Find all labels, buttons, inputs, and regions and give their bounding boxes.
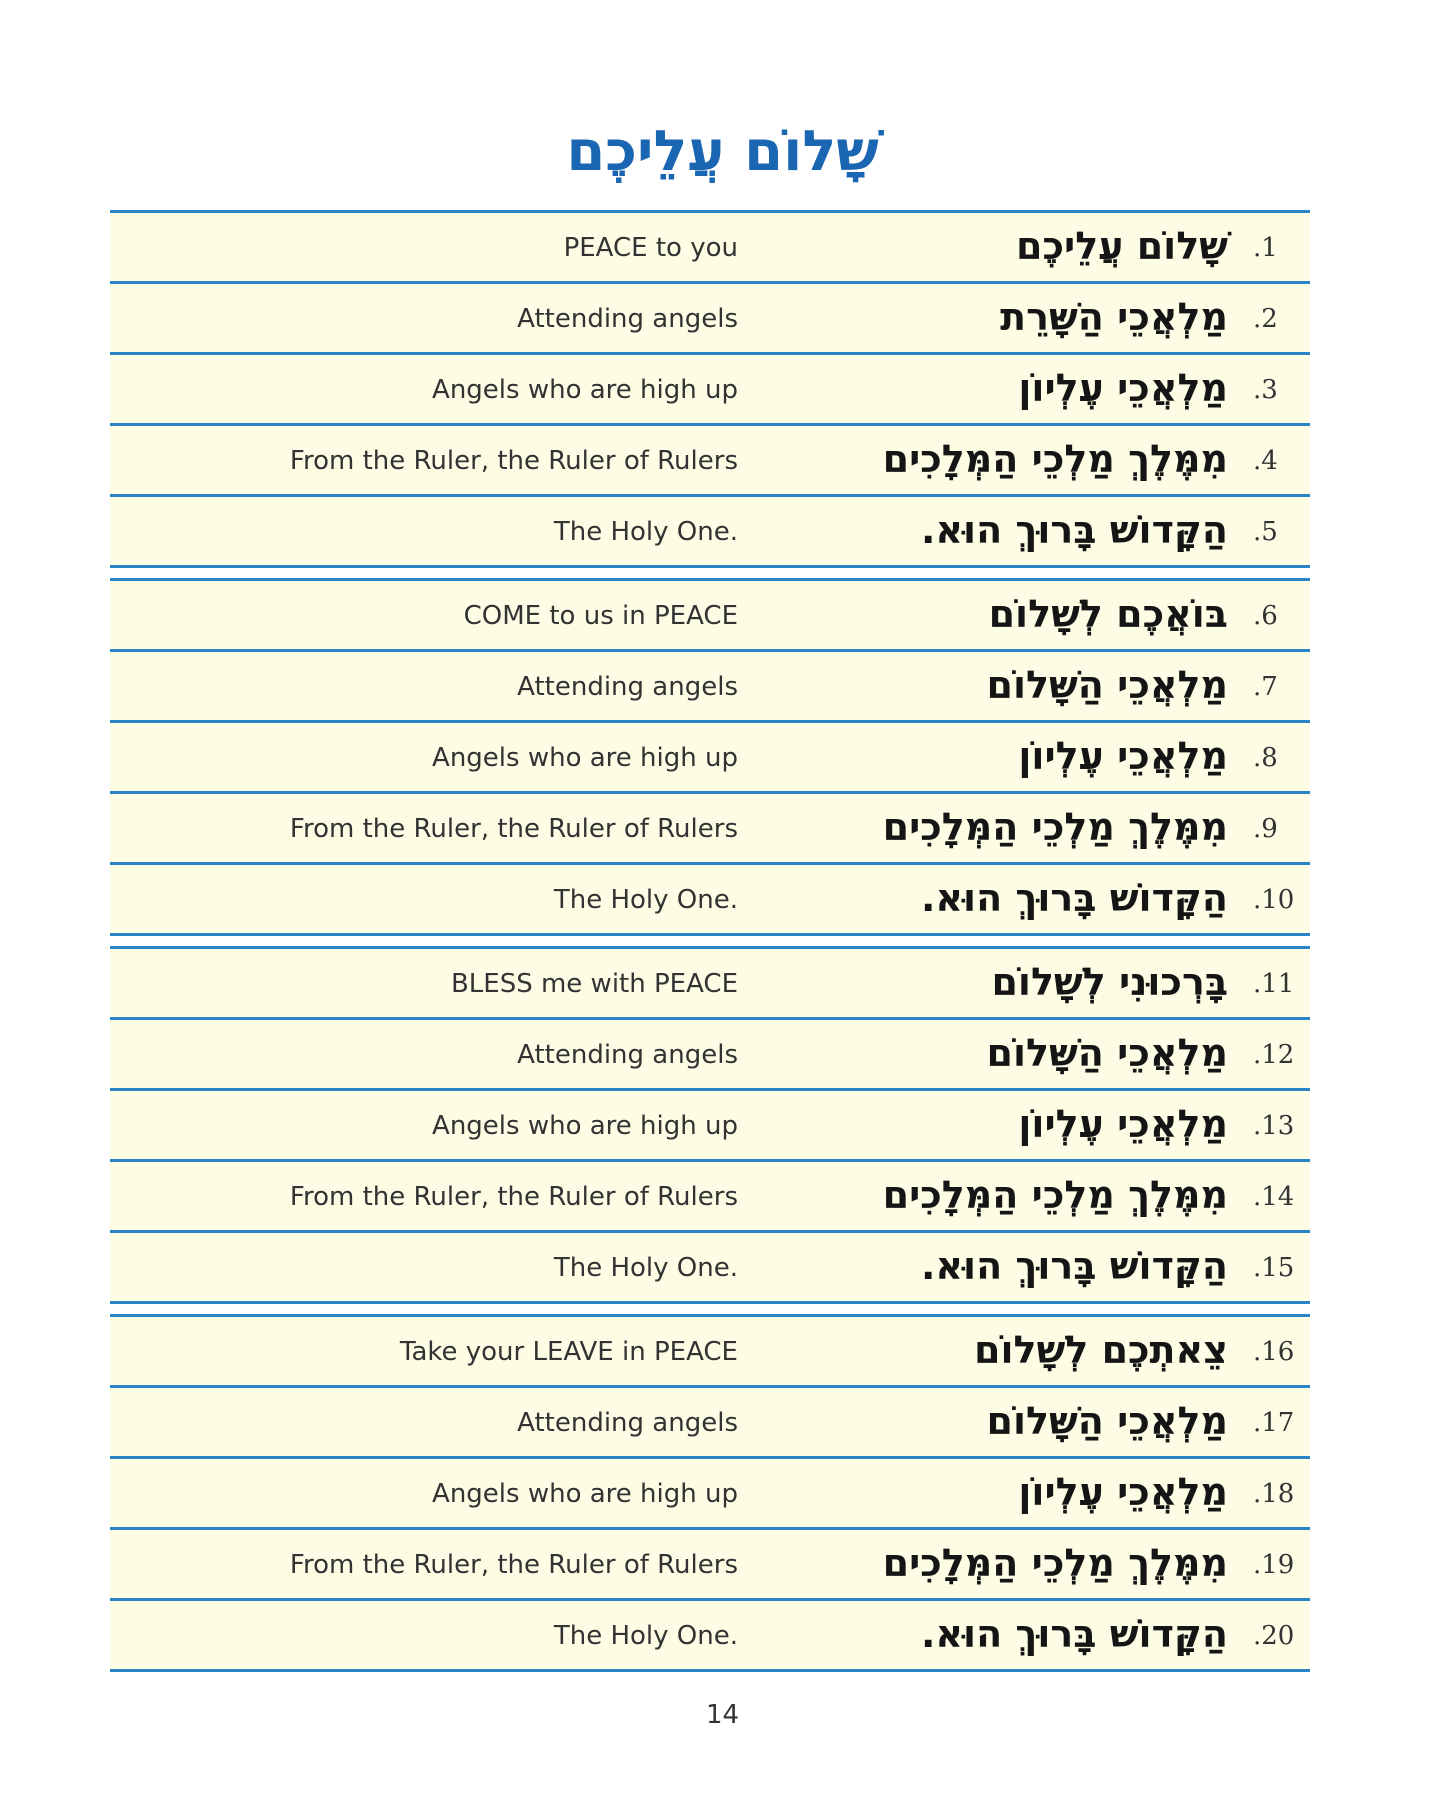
lyric-row xyxy=(110,865,1310,936)
english-translation: BLESS me with PEACE xyxy=(450,969,738,999)
line-number: .3 xyxy=(1253,375,1278,405)
lyric-row xyxy=(110,497,1310,568)
english-translation: Attending angels xyxy=(517,304,738,334)
hebrew-line: מִמֶּלֶךְ מַלְכֵי הַמְּלָכִים xyxy=(882,1173,1228,1217)
line-number: .1 xyxy=(1253,233,1278,263)
lyric-row xyxy=(110,794,1310,865)
hebrew-line: מַלְאֲכֵי עֶלְיוֹן xyxy=(1018,1470,1228,1514)
english-translation: Angels who are high up xyxy=(432,743,738,773)
english-translation: The Holy One. xyxy=(553,885,738,915)
hebrew-line: מַלְאֲכֵי הַשָּׁלוֹם xyxy=(986,1031,1228,1075)
english-translation: Angels who are high up xyxy=(432,1111,738,1141)
line-number: .4 xyxy=(1253,446,1278,476)
hebrew-line: צֵאתְכֶם לְשָׁלוֹם xyxy=(974,1328,1228,1372)
lyrics-table xyxy=(110,210,1310,1672)
english-translation: Attending angels xyxy=(517,1408,738,1438)
lyric-row xyxy=(110,1162,1310,1233)
hebrew-line: הַקָּדוֹשׁ בָּרוּךְ הוּא. xyxy=(920,1244,1228,1288)
lyric-row xyxy=(110,1601,1310,1672)
lyric-row xyxy=(110,355,1310,426)
english-translation: From the Ruler, the Ruler of Rulers xyxy=(289,1550,738,1580)
line-number: .15 xyxy=(1253,1253,1295,1283)
hebrew-line: מַלְאֲכֵי עֶלְיוֹן xyxy=(1018,734,1228,778)
lyric-row xyxy=(110,1020,1310,1091)
hebrew-line: מִמֶּלֶךְ מַלְכֵי הַמְּלָכִים xyxy=(882,437,1228,481)
line-number: .14 xyxy=(1253,1182,1295,1212)
line-number: .6 xyxy=(1253,601,1278,631)
lyric-row xyxy=(110,1314,1310,1388)
hebrew-line: מַלְאֲכֵי עֶלְיוֹן xyxy=(1018,1102,1228,1146)
english-translation: Attending angels xyxy=(517,1040,738,1070)
line-number: .20 xyxy=(1253,1621,1295,1651)
line-number: .17 xyxy=(1253,1408,1295,1438)
hebrew-line: מִמֶּלֶךְ מַלְכֵי הַמְּלָכִים xyxy=(882,1541,1228,1585)
hebrew-line: מִמֶּלֶךְ מַלְכֵי הַמְּלָכִים xyxy=(882,805,1228,849)
lyric-row xyxy=(110,578,1310,652)
hebrew-line: שָׁלוֹם עֲלֵיכֶם xyxy=(1016,224,1228,268)
line-number: .12 xyxy=(1253,1040,1295,1070)
line-number: .18 xyxy=(1253,1479,1295,1509)
lyric-row xyxy=(110,284,1310,355)
lyric-row xyxy=(110,1091,1310,1162)
line-number: .8 xyxy=(1253,743,1278,773)
line-number: .5 xyxy=(1253,517,1278,547)
line-number: .11 xyxy=(1253,969,1295,999)
lyric-row xyxy=(110,723,1310,794)
hebrew-line: מַלְאֲכֵי הַשָּׁלוֹם xyxy=(986,1399,1228,1443)
hebrew-line: מַלְאֲכֵי הַשָּׁרֵת xyxy=(1000,295,1228,339)
hebrew-line: הַקָּדוֹשׁ בָּרוּךְ הוּא. xyxy=(920,876,1228,920)
lyric-row xyxy=(110,652,1310,723)
hebrew-line: הַקָּדוֹשׁ בָּרוּךְ הוּא. xyxy=(920,508,1228,552)
english-translation: The Holy One. xyxy=(553,517,738,547)
line-number: .9 xyxy=(1253,814,1278,844)
english-translation: PEACE to you xyxy=(563,233,738,263)
line-number: .7 xyxy=(1253,672,1278,702)
lyric-row xyxy=(110,210,1310,284)
english-translation: From the Ruler, the Ruler of Rulers xyxy=(289,814,738,844)
hebrew-line: הַקָּדוֹשׁ בָּרוּךְ הוּא. xyxy=(920,1612,1228,1656)
english-translation: Take your LEAVE in PEACE xyxy=(399,1337,738,1367)
english-translation: The Holy One. xyxy=(553,1621,738,1651)
english-translation: Attending angels xyxy=(517,672,738,702)
english-translation: Angels who are high up xyxy=(432,375,738,405)
line-number: .2 xyxy=(1253,304,1278,334)
english-translation: From the Ruler, the Ruler of Rulers xyxy=(289,446,738,476)
lyric-row xyxy=(110,946,1310,1020)
english-translation: The Holy One. xyxy=(553,1253,738,1283)
lyric-row xyxy=(110,426,1310,497)
lyric-row xyxy=(110,1388,1310,1459)
lyric-row xyxy=(110,1459,1310,1530)
english-translation: From the Ruler, the Ruler of Rulers xyxy=(289,1182,738,1212)
hebrew-line: מַלְאֲכֵי עֶלְיוֹן xyxy=(1018,366,1228,410)
hebrew-line: מַלְאֲכֵי הַשָּׁלוֹם xyxy=(986,663,1228,707)
page-number: 14 xyxy=(705,1700,740,1730)
english-translation: Angels who are high up xyxy=(432,1479,738,1509)
lyric-row xyxy=(110,1530,1310,1601)
page-title: שָׁלוֹם עֲלֵיכֶם xyxy=(566,119,879,184)
hebrew-line: בּוֹאֲכֶם לְשָׁלוֹם xyxy=(988,592,1228,636)
line-number: .16 xyxy=(1253,1337,1295,1367)
english-translation: COME to us in PEACE xyxy=(463,601,738,631)
lyric-row xyxy=(110,1233,1310,1304)
line-number: .10 xyxy=(1253,885,1295,915)
line-number: .13 xyxy=(1253,1111,1295,1141)
line-number: .19 xyxy=(1253,1550,1295,1580)
hebrew-line: בָּרְכוּנִי לְשָׁלוֹם xyxy=(991,960,1228,1004)
